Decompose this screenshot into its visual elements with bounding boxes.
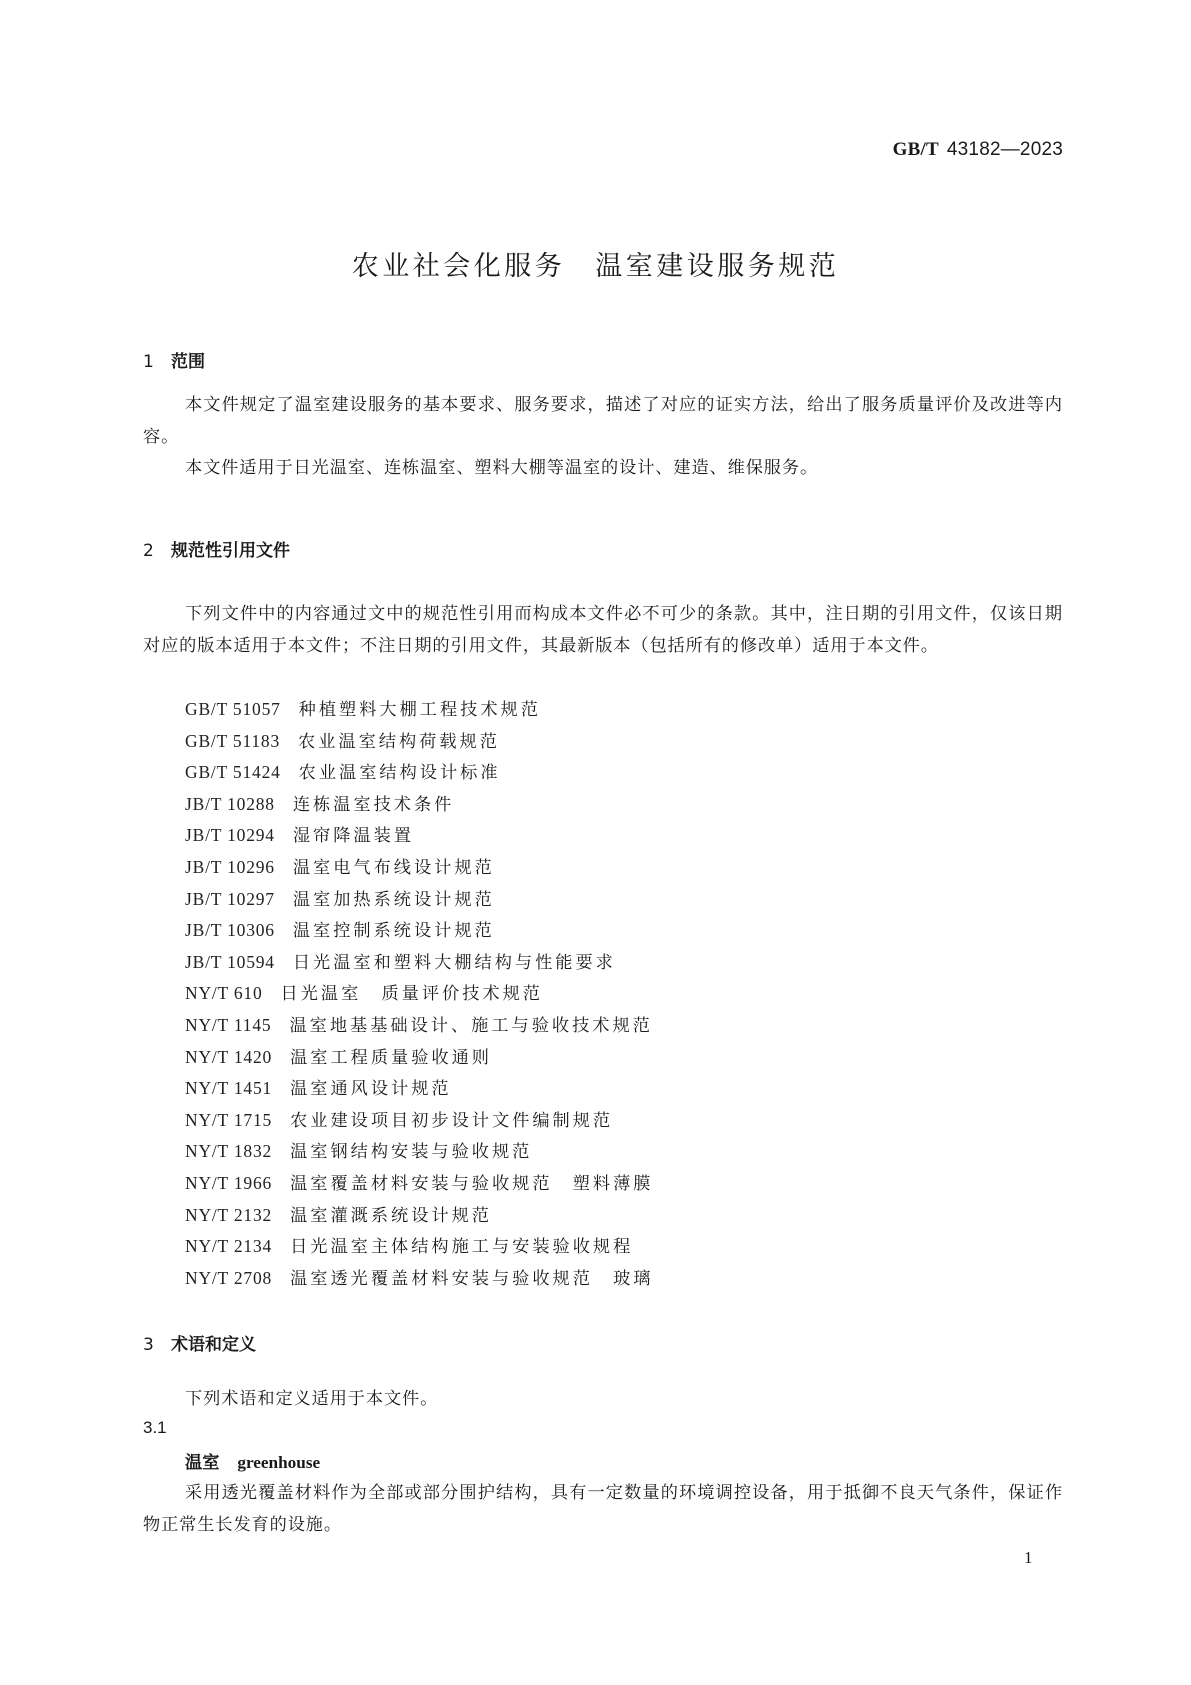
reference-title: 农业温室结构荷载规范 — [298, 731, 500, 752]
reference-code: NY/T 1420 — [185, 1046, 273, 1067]
standard-prefix: GB/T — [892, 139, 939, 160]
reference-item — [185, 915, 653, 947]
title-part-2: 温室建设服务规范 — [595, 251, 840, 282]
section-title: 术语和定义 — [171, 1335, 256, 1355]
reference-item — [185, 757, 653, 789]
reference-code: NY/T 610 — [185, 983, 263, 1004]
reference-code: GB/T 51183 — [185, 730, 281, 751]
reference-item — [185, 1136, 653, 1168]
reference-code: JB/T 10297 — [185, 888, 275, 909]
reference-item — [185, 1042, 653, 1074]
term-english: greenhouse — [237, 1453, 321, 1472]
reference-title: 温室地基基础设计、施工与验收技术规范 — [289, 1015, 653, 1036]
reference-code: NY/T 1145 — [185, 1014, 272, 1035]
title-part-1: 农业社会化服务 — [351, 251, 566, 282]
section-title: 范围 — [171, 352, 205, 372]
reference-item — [185, 1200, 653, 1232]
reference-title: 温室透光覆盖材料安装与验收规范 玻璃 — [290, 1268, 654, 1289]
reference-title: 温室加热系统设计规范 — [292, 889, 495, 910]
reference-item — [185, 726, 653, 758]
standard-number — [893, 138, 1063, 161]
reference-code: JB/T 10288 — [185, 793, 275, 814]
reference-code: NY/T 2134 — [185, 1236, 273, 1257]
reference-item — [185, 884, 653, 916]
term-chinese: 温室 — [185, 1453, 220, 1473]
reference-item — [185, 1010, 653, 1042]
scope-paragraph-1: 本文件规定了温室建设服务的基本要求、服务要求，描述了对应的证实方法，给出了服务质量评价及改进等内容。 — [143, 395, 1063, 447]
reference-code: NY/T 1832 — [185, 1141, 273, 1162]
section-title: 规范性引用文件 — [171, 541, 290, 561]
section-heading-terms-definitions — [143, 1330, 256, 1355]
reference-title: 温室电气布线设计规范 — [292, 857, 495, 878]
reference-item — [185, 1073, 653, 1105]
term-heading — [185, 1448, 320, 1473]
reference-item — [185, 1105, 653, 1137]
reference-title: 连栋温室技术条件 — [292, 794, 455, 815]
reference-item — [185, 789, 653, 821]
reference-code: JB/T 10594 — [185, 951, 275, 972]
reference-title: 日光温室主体结构施工与安装验收规程 — [290, 1237, 634, 1258]
reference-item — [185, 820, 653, 852]
reference-code: NY/T 1966 — [185, 1172, 273, 1193]
document-title — [0, 244, 1191, 283]
reference-code: NY/T 1715 — [185, 1109, 273, 1130]
reference-title: 温室通风设计规范 — [290, 1079, 452, 1100]
reference-code: NY/T 1451 — [185, 1078, 273, 1099]
reference-title: 温室控制系统设计规范 — [292, 921, 495, 942]
reference-code: JB/T 10296 — [185, 856, 275, 877]
reference-code: GB/T 51057 — [185, 699, 281, 719]
reference-item — [185, 852, 653, 884]
term-number: 3.1 — [143, 1418, 167, 1437]
standard-code: 43182—2023 — [946, 139, 1063, 160]
reference-title: 农业建设项目初步设计文件编制规范 — [290, 1110, 614, 1131]
section-heading-normative-references — [143, 536, 290, 561]
reference-item — [185, 947, 653, 979]
reference-title: 日光温室 质量评价技术规范 — [280, 984, 543, 1005]
reference-item — [185, 1231, 653, 1263]
reference-title: 农业温室结构设计标准 — [298, 763, 501, 784]
reference-code: JB/T 10294 — [185, 825, 275, 846]
page-number: 1 — [1024, 1548, 1033, 1567]
section-number: 3 — [143, 1335, 154, 1355]
term-definition: 采用透光覆盖材料作为全部或部分围护结构，具有一定数量的环境调控设备，用于抵御不良天气条件，保证作物正常生长发育的设施。 — [143, 1483, 1063, 1535]
reference-item — [185, 1168, 653, 1200]
reference-item — [185, 1263, 653, 1295]
reference-title: 温室灌溉系统设计规范 — [290, 1205, 492, 1226]
reference-code: GB/T 51424 — [185, 762, 281, 783]
reference-title: 温室覆盖材料安装与验收规范 塑料薄膜 — [290, 1173, 654, 1194]
reference-title: 日光温室和塑料大棚结构与性能要求 — [292, 952, 616, 973]
section-number: 1 — [143, 352, 154, 372]
reference-code: JB/T 10306 — [185, 920, 275, 941]
reference-item — [185, 978, 653, 1010]
reference-title: 种植塑料大棚工程技术规范 — [298, 700, 541, 720]
scope-paragraph-2: 本文件适用于日光温室、连栋温室、塑料大棚等温室的设计、建造、维保服务。 — [185, 458, 819, 478]
reference-title: 湿帘降温装置 — [292, 826, 414, 847]
section-heading-scope — [143, 347, 205, 372]
terms-intro-paragraph: 下列术语和定义适用于本文件。 — [185, 1389, 439, 1409]
section-number: 2 — [143, 541, 154, 561]
references-intro-paragraph: 下列文件中的内容通过文中的规范性引用而构成本文件必不可少的条款。其中，注日期的引用文件，仅该日期对应的版本适用于本文件；不注日期的引用文件，其最新版本（包括所有的修改单）适用于本文件。 — [143, 604, 1063, 656]
reference-item — [185, 694, 653, 726]
reference-list — [185, 694, 653, 1294]
reference-code: NY/T 2132 — [185, 1204, 273, 1225]
reference-title: 温室工程质量验收通则 — [290, 1047, 492, 1068]
reference-code: NY/T 2708 — [185, 1267, 273, 1288]
reference-title: 温室钢结构安装与验收规范 — [290, 1142, 533, 1163]
